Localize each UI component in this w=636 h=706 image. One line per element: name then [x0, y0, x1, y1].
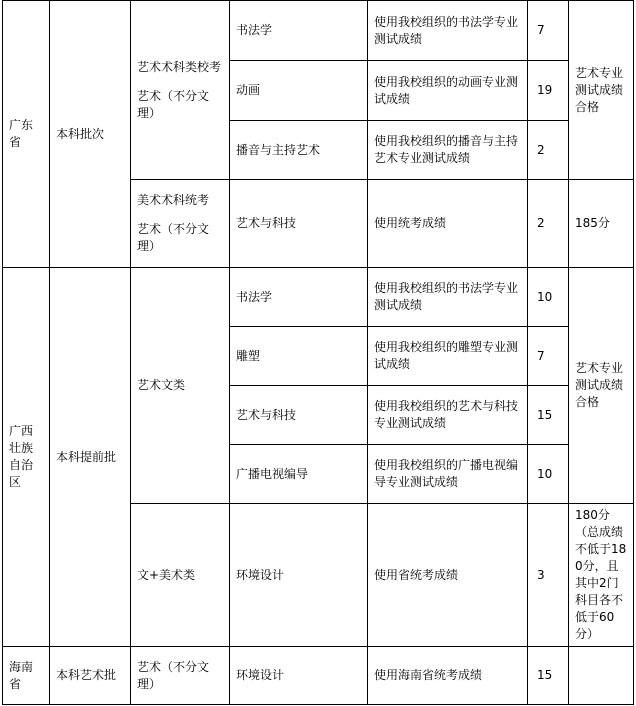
major-cell: 雕塑: [230, 327, 368, 386]
batch-cell: 本科艺术批: [50, 647, 131, 705]
count-cell: 15: [528, 647, 569, 705]
category-cell: [131, 1, 230, 180]
province-cell: 海南省: [3, 647, 50, 705]
category-label: 艺术术科类校考: [137, 59, 222, 74]
province-cell: 广东省: [3, 1, 50, 268]
requirement-cell: 使用我校组织的书法学专业测试成绩: [368, 268, 528, 327]
category-sub-label: 艺术（不分文理）: [137, 88, 210, 120]
major-cell: 动画: [230, 61, 368, 121]
requirement-cell: 使用我校组织的动画专业测试成绩: [368, 61, 528, 121]
score-cell: [569, 647, 634, 705]
admission-table: [2, 0, 634, 705]
major-cell: 环境设计: [230, 647, 368, 705]
major-cell: 书法学: [230, 268, 368, 327]
requirement-cell: 使用我校组织的雕塑专业测试成绩: [368, 327, 528, 386]
requirement-cell: 使用海南省统考成绩: [368, 647, 528, 705]
major-cell: 艺术与科技: [230, 180, 368, 268]
count-cell: 2: [528, 121, 569, 180]
count-cell: 10: [528, 268, 569, 327]
category-cell: 艺术（不分文理）: [131, 647, 230, 705]
requirement-cell: 使用我校组织的广播电视编导专业测试成绩: [368, 445, 528, 504]
score-cell: 艺术专业测试成绩合格: [569, 268, 634, 504]
major-cell: 播音与主持艺术: [230, 121, 368, 180]
requirement-cell: 使用我校组织的艺术与科技专业测试成绩: [368, 386, 528, 445]
table-row: [3, 647, 634, 705]
count-cell: 3: [528, 504, 569, 647]
score-cell: 180分（总成绩不低于180分，且其中2门科目各不低于60分）: [569, 504, 634, 647]
requirement-cell: 使用我校组织的播音与主持艺术专业测试成绩: [368, 121, 528, 180]
requirement-cell: 使用统考成绩: [368, 180, 528, 268]
count-cell: 15: [528, 386, 569, 445]
count-cell: 7: [528, 1, 569, 61]
category-sub-label: 艺术（不分文理）: [137, 222, 210, 253]
requirement-cell: 使用我校组织的书法学专业测试成绩: [368, 1, 528, 61]
count-cell: 19: [528, 61, 569, 121]
score-cell: 185分: [569, 180, 634, 268]
category-cell: [131, 180, 230, 268]
batch-cell: 本科批次: [50, 1, 131, 268]
category-cell: 艺术文类: [131, 268, 230, 504]
count-cell: 10: [528, 445, 569, 504]
score-cell: 艺术专业测试成绩合格: [569, 1, 634, 180]
count-cell: 2: [528, 180, 569, 268]
table-row: [3, 268, 634, 327]
major-cell: 艺术与科技: [230, 386, 368, 445]
batch-cell: 本科提前批: [50, 268, 131, 647]
province-cell: 广西壮族自治区: [3, 268, 50, 647]
major-cell: 书法学: [230, 1, 368, 61]
requirement-cell: 使用省统考成绩: [368, 504, 528, 647]
category-label: 美术术科统考: [137, 193, 210, 207]
table-row: [3, 1, 634, 61]
count-cell: 7: [528, 327, 569, 386]
major-cell: 广播电视编导: [230, 445, 368, 504]
major-cell: 环境设计: [230, 504, 368, 647]
category-cell: 文+美术类: [131, 504, 230, 647]
